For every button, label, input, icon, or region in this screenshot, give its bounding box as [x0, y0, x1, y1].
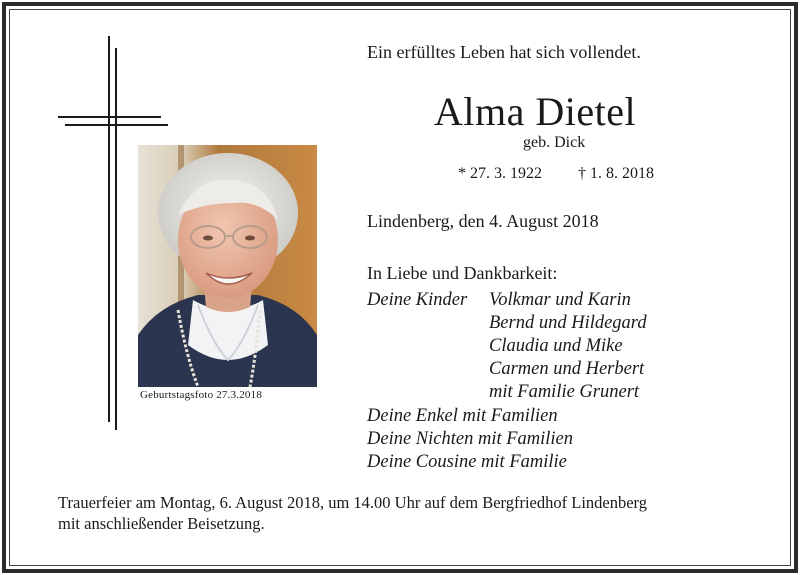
birth-name: geb. Dick	[523, 134, 586, 151]
death-date: † 1. 8. 2018	[578, 165, 654, 182]
cross-vertical-line	[115, 48, 117, 430]
mourner-line: Bernd und Hildegard	[489, 313, 647, 333]
birth-date: * 27. 3. 1922	[458, 165, 542, 182]
place-date-line: Lindenberg, den 4. August 2018	[367, 211, 599, 231]
cross-horizontal-line	[58, 116, 161, 118]
portrait-photo	[138, 145, 317, 387]
cross-vertical-line	[108, 36, 110, 422]
mourner-line: Carmen und Herbert	[489, 359, 645, 379]
inner-border	[9, 9, 791, 566]
photo-caption: Geburtstagsfoto 27.3.2018	[140, 389, 263, 401]
mourner-line: mit Familie Grunert	[489, 382, 640, 402]
mourner-line: Volkmar und Karin	[489, 290, 631, 310]
nieces-line: Deine Nichten mit Familien	[367, 429, 574, 449]
intro-line: Ein erfülltes Leben hat sich vollendet.	[367, 42, 641, 62]
funeral-notice-line: Trauerfeier am Montag, 6. August 2018, um 14.00 Uhr auf dem Bergfriedhof Lindenberg	[58, 493, 647, 512]
funeral-notice-line: mit anschließender Beisetzung.	[58, 513, 265, 533]
deceased-name: Alma Dietel	[434, 89, 637, 134]
gratitude-line: In Liebe und Dankbarkeit:	[367, 263, 558, 283]
cross-horizontal-line	[65, 124, 168, 126]
mourner-line: Claudia und Mike	[489, 336, 623, 356]
grandchildren-line: Deine Enkel mit Familien	[367, 406, 558, 426]
cousin-line: Deine Cousine mit Familie	[367, 452, 567, 472]
funeral-notice	[58, 493, 647, 534]
children-label: Deine Kinder	[367, 290, 468, 310]
